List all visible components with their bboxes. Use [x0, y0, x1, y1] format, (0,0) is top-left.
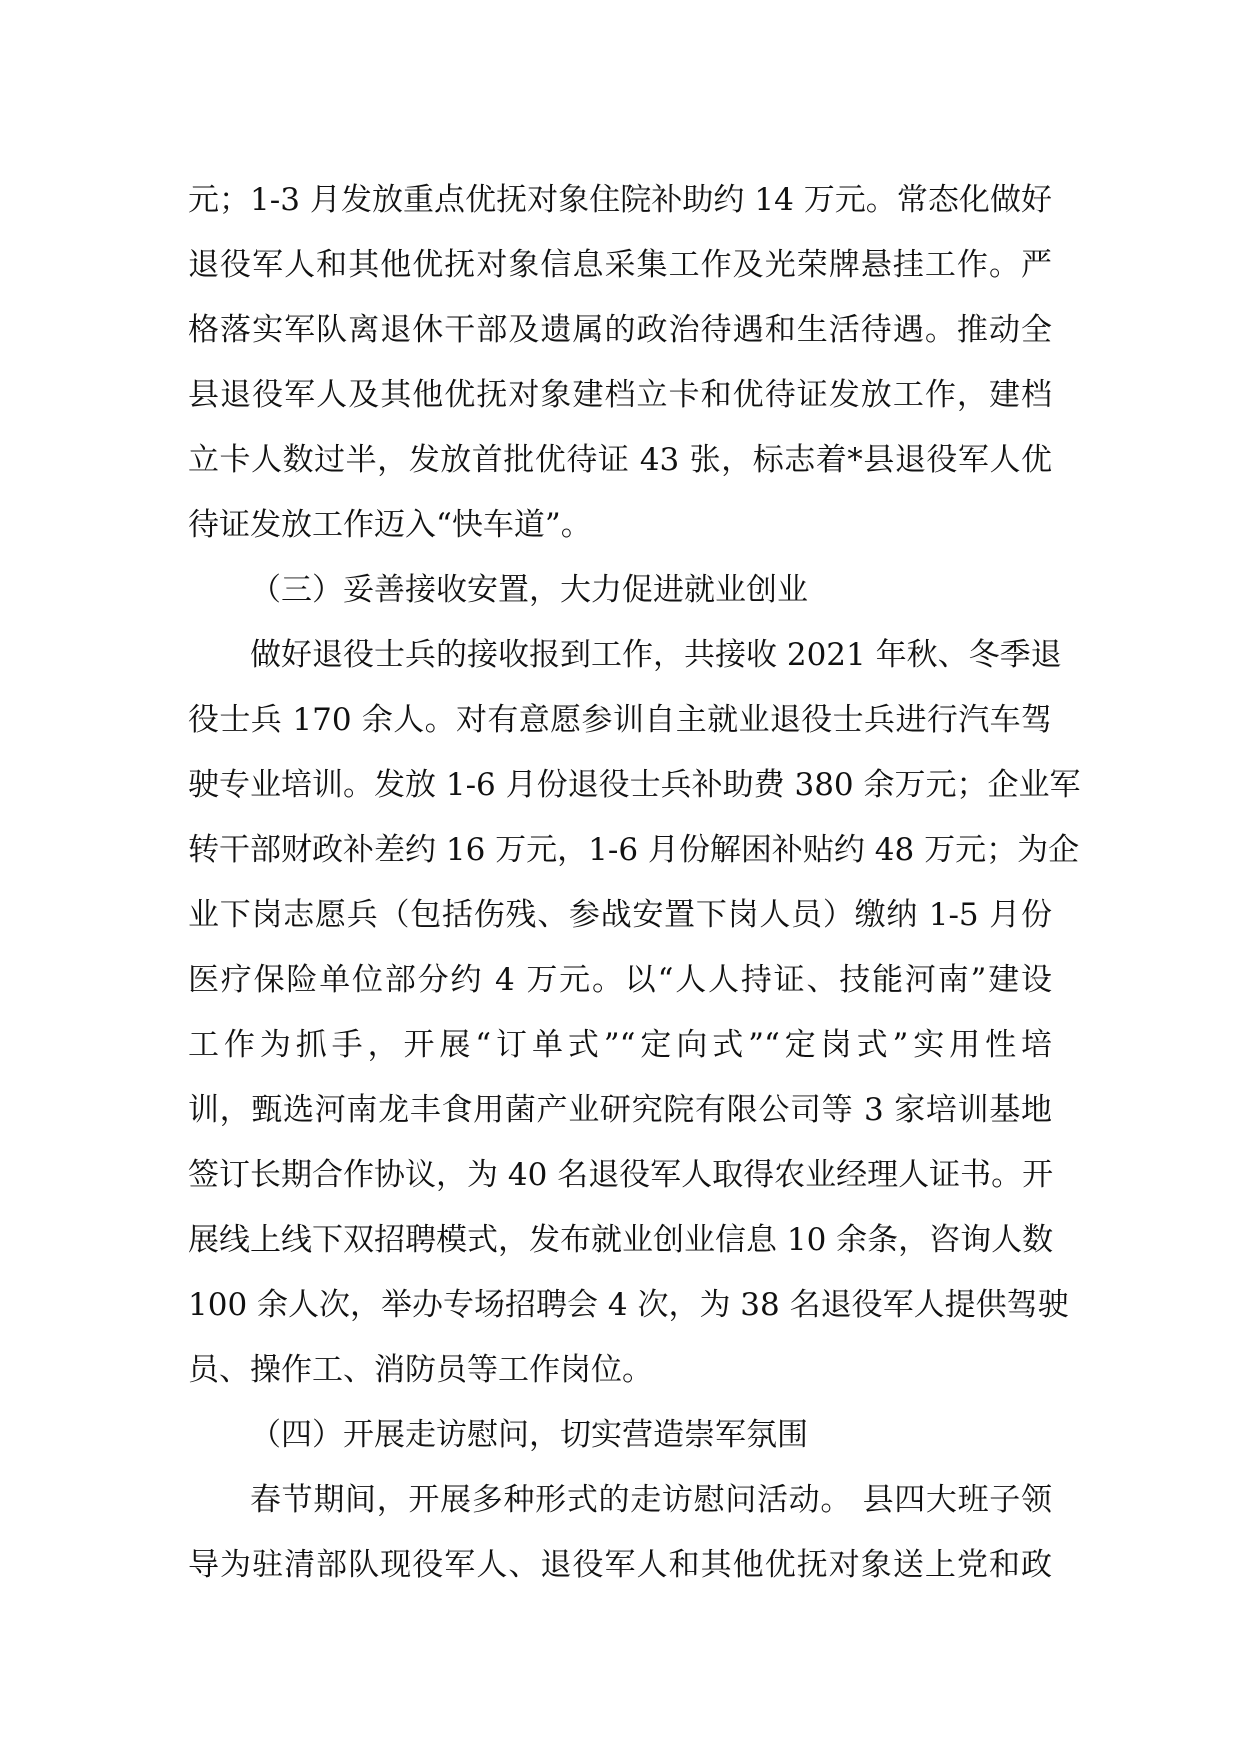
text-line: 待证发放工作迈入“快车道”。 — [188, 507, 592, 543]
text-line: 医疗保险单位部分约 4 万元。以“人人持证、技能河南”建设 — [188, 962, 1052, 998]
text-line: 驶专业培训。发放 1-6 月份退役士兵补助费 380 余万元；企业军 — [188, 767, 1081, 803]
text-line: 役士兵 170 余人。对有意愿参训自主就业退役士兵进行汽车驾 — [188, 702, 1052, 738]
text-line: 业下岗志愿兵（包括伤残、参战安置下岗人员）缴纳 1-5 月份 — [188, 897, 1052, 933]
text-line: 元；1-3 月发放重点优抚对象住院补助约 14 万元。常态化做好 — [188, 182, 1052, 218]
text-line: 县退役军人及其他优抚对象建档立卡和优待证发放工作，建档 — [188, 377, 1052, 413]
text-line: 导为驻清部队现役军人、退役军人和其他优抚对象送上党和政 — [188, 1547, 1052, 1583]
body-text — [188, 168, 1081, 1598]
text-line: 员、操作工、消防员等工作岗位。 — [188, 1352, 653, 1388]
text-line: 春节期间，开展多种形式的走访慰问活动。 县四大班子领 — [250, 1482, 1052, 1518]
text-line: 签订长期合作协议，为 40 名退役军人取得农业经理人证书。开 — [188, 1157, 1054, 1193]
text-line: 训，甄选河南龙丰食用菌产业研究院有限公司等 3 家培训基地 — [188, 1092, 1052, 1128]
text-line: 转干部财政补差约 16 万元，1-6 月份解困补贴约 48 万元；为企 — [188, 832, 1080, 868]
section-heading: （四）开展走访慰问，切实营造崇军氛围 — [250, 1417, 808, 1453]
text-line: 做好退役士兵的接收报到工作，共接收 2021 年秋、冬季退 — [250, 637, 1062, 673]
section-heading: （三）妥善接收安置，大力促进就业创业 — [250, 572, 808, 608]
text-line: 立卡人数过半，发放首批优待证 43 张，标志着*县退役军人优 — [188, 442, 1052, 478]
text-line: 退役军人和其他优抚对象信息采集工作及光荣牌悬挂工作。严 — [188, 247, 1052, 283]
text-line: 100 余人次，举办专场招聘会 4 次，为 38 名退役军人提供驾驶 — [188, 1287, 1069, 1323]
text-line: 展线上线下双招聘模式，发布就业创业信息 10 余条，咨询人数 — [188, 1222, 1054, 1258]
text-line: 格落实军队离退休干部及遗属的政治待遇和生活待遇。推动全 — [188, 312, 1052, 348]
text-line: 工作为抓手，开展“订单式”“定向式”“定岗式”实用性培 — [188, 1027, 1052, 1063]
